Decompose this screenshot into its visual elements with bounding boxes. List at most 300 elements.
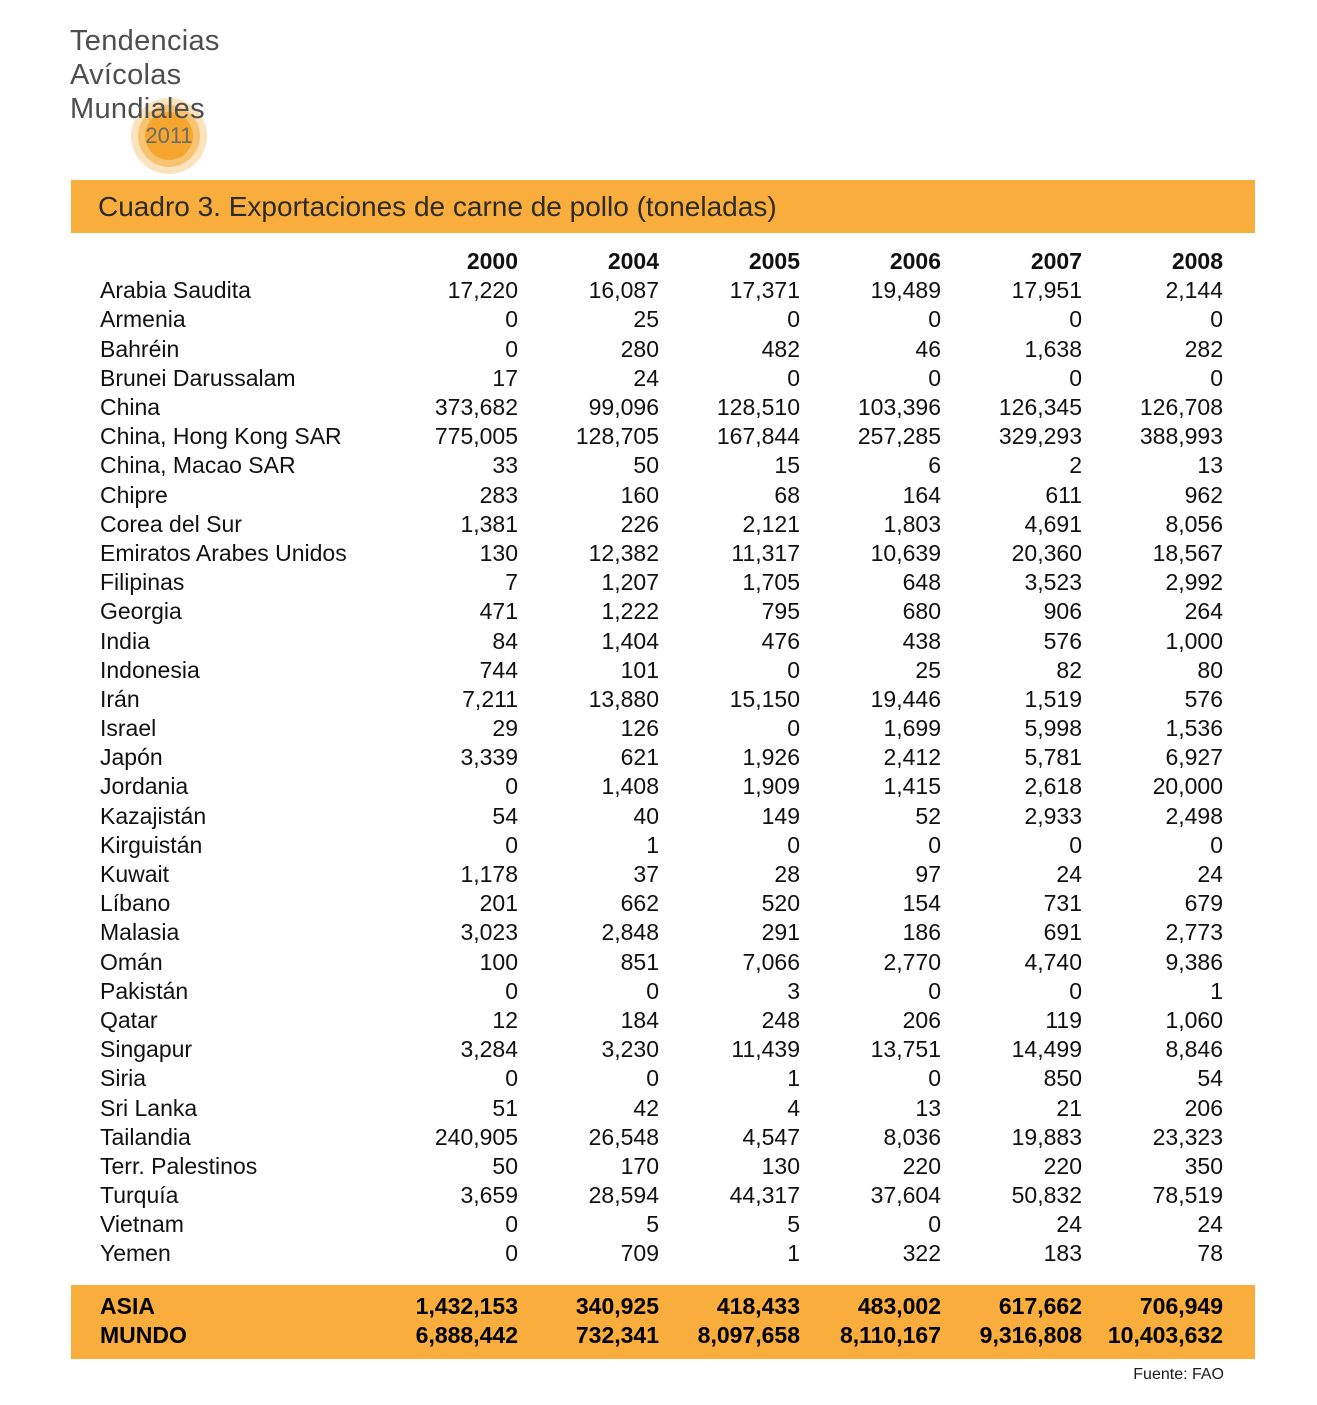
totals-value-cell: 483,002 (857, 1293, 941, 1320)
country-label: Singapur (100, 1036, 193, 1063)
value-cell: 0 (1069, 831, 1082, 858)
country-label: Armenia (100, 306, 186, 333)
country-label: China (100, 394, 161, 421)
table-row (100, 364, 1223, 393)
value-cell: 5,781 (1024, 744, 1082, 771)
value-cell: 44,317 (729, 1182, 800, 1209)
value-cell: 282 (1184, 335, 1223, 362)
country-label: Emiratos Arabes Unidos (100, 539, 347, 566)
value-cell: 0 (505, 773, 518, 800)
country-label: Brunei Darussalam (100, 364, 296, 391)
value-cell: 257,285 (857, 423, 941, 450)
value-cell: 4,547 (742, 1123, 800, 1150)
value-cell: 0 (787, 364, 800, 391)
value-cell: 0 (1069, 364, 1082, 391)
value-cell: 9,386 (1165, 948, 1223, 975)
value-cell: 18,567 (1152, 539, 1223, 566)
value-cell: 1 (646, 831, 659, 858)
value-cell: 0 (505, 831, 518, 858)
totals-value-cell: 8,097,658 (697, 1322, 800, 1349)
value-cell: 25 (633, 306, 659, 333)
value-cell: 13,751 (870, 1036, 941, 1063)
logo-line-3: Mundiales (70, 93, 205, 125)
value-cell: 906 (1043, 598, 1082, 625)
country-label: Omán (100, 948, 163, 975)
value-cell: 3,659 (460, 1182, 518, 1209)
value-cell: 1 (787, 1065, 800, 1092)
value-cell: 1,705 (742, 569, 800, 596)
value-cell: 744 (479, 656, 518, 683)
value-cell: 0 (505, 1240, 518, 1267)
country-label: Terr. Palestinos (100, 1152, 258, 1179)
value-cell: 0 (787, 715, 800, 742)
table-row (100, 1035, 1223, 1064)
value-cell: 850 (1043, 1065, 1082, 1092)
value-cell: 186 (902, 919, 941, 946)
table-row (100, 685, 1223, 714)
value-cell: 795 (761, 598, 800, 625)
value-cell: 0 (928, 1065, 941, 1092)
value-cell: 1,803 (883, 510, 941, 537)
table-row (100, 305, 1223, 334)
value-cell: 1,415 (883, 773, 941, 800)
value-cell: 621 (620, 744, 659, 771)
value-cell: 7 (505, 569, 518, 596)
value-cell: 128,510 (716, 394, 800, 421)
table-row (100, 1181, 1223, 1210)
value-cell: 16,087 (588, 277, 659, 304)
value-cell: 520 (761, 890, 800, 917)
value-cell: 8,056 (1165, 510, 1223, 537)
table-row (100, 568, 1223, 597)
value-cell: 2,770 (883, 948, 941, 975)
value-cell: 154 (902, 890, 941, 917)
value-cell: 50 (492, 1152, 518, 1179)
value-cell: 291 (761, 919, 800, 946)
table-row (100, 831, 1223, 860)
value-cell: 611 (1045, 481, 1082, 508)
table-row (100, 422, 1223, 451)
country-label: Qatar (100, 1006, 158, 1033)
table-row (100, 1152, 1223, 1181)
table-body (100, 276, 1223, 1268)
value-cell: 14,499 (1011, 1036, 1082, 1063)
value-cell: 126,345 (998, 394, 1082, 421)
value-cell: 5 (787, 1211, 800, 1238)
value-cell: 4 (787, 1094, 800, 1121)
value-cell: 1,638 (1024, 335, 1082, 362)
value-cell: 1,000 (1165, 627, 1223, 654)
value-cell: 1,404 (601, 627, 659, 654)
value-cell: 662 (620, 890, 659, 917)
logo-line-1: Tendencias (70, 25, 220, 57)
value-cell: 97 (915, 861, 941, 888)
value-cell: 4,691 (1024, 510, 1082, 537)
value-cell: 0 (928, 831, 941, 858)
table-row (100, 1093, 1223, 1122)
value-cell: 24 (1056, 1211, 1082, 1238)
totals-table (100, 1292, 1223, 1350)
table-row (100, 1210, 1223, 1239)
value-cell: 52 (915, 802, 941, 829)
value-cell: 99,096 (588, 394, 659, 421)
value-cell: 248 (761, 1006, 800, 1033)
table-row (100, 656, 1223, 685)
value-cell: 0 (1210, 306, 1223, 333)
totals-label: MUNDO (100, 1322, 187, 1349)
value-cell: 1,909 (742, 773, 800, 800)
value-cell: 388,993 (1139, 423, 1223, 450)
country-label: Filipinas (100, 569, 185, 596)
table-row (100, 481, 1223, 510)
value-cell: 220 (902, 1152, 941, 1179)
table-row (100, 1239, 1223, 1268)
value-cell: 2,848 (601, 919, 659, 946)
value-cell: 2,773 (1165, 919, 1223, 946)
value-cell: 84 (492, 627, 518, 654)
value-cell: 100 (479, 948, 518, 975)
value-cell: 0 (1069, 977, 1082, 1004)
totals-value-cell: 1,432,153 (415, 1293, 518, 1320)
value-cell: 0 (1210, 364, 1223, 391)
value-cell: 226 (620, 510, 659, 537)
value-cell: 962 (1184, 481, 1223, 508)
value-cell: 0 (787, 656, 800, 683)
table-row (100, 772, 1223, 801)
logo-year-badge: 2011 (145, 123, 193, 148)
value-cell: 648 (902, 569, 941, 596)
value-cell: 13 (915, 1094, 941, 1121)
totals-value-cell: 340,925 (575, 1293, 659, 1320)
country-label: China, Macao SAR (100, 452, 296, 479)
country-label: Kazajistán (100, 802, 207, 829)
value-cell: 280 (620, 335, 659, 362)
value-cell: 3,023 (460, 919, 518, 946)
table-row (100, 743, 1223, 772)
value-cell: 1,408 (601, 773, 659, 800)
country-label: Corea del Sur (100, 510, 242, 537)
value-cell: 24 (1197, 861, 1223, 888)
value-cell: 19,489 (870, 277, 941, 304)
table-row (100, 1064, 1223, 1093)
country-label: Tailandia (100, 1123, 191, 1150)
value-cell: 184 (620, 1006, 659, 1033)
value-cell: 24 (1197, 1211, 1223, 1238)
value-cell: 0 (787, 831, 800, 858)
value-cell: 1,536 (1165, 715, 1223, 742)
value-cell: 25 (915, 656, 941, 683)
value-cell: 82 (1056, 656, 1082, 683)
value-cell: 17,951 (1011, 277, 1082, 304)
value-cell: 576 (1184, 685, 1223, 712)
value-cell: 0 (928, 1211, 941, 1238)
table-title: Cuadro 3. Exportaciones de carne de pollo (toneladas) (98, 190, 777, 222)
table-row (100, 1006, 1223, 1035)
value-cell: 8,036 (883, 1123, 941, 1150)
value-cell: 8,846 (1165, 1036, 1223, 1063)
source-note: Fuente: FAO (1133, 1366, 1224, 1383)
value-cell: 3,230 (601, 1036, 659, 1063)
table-row (100, 977, 1223, 1006)
table-header-row (100, 247, 1223, 276)
value-cell: 3,284 (460, 1036, 518, 1063)
value-cell: 775,005 (434, 423, 518, 450)
totals-row (100, 1321, 1223, 1350)
value-cell: 24 (1056, 861, 1082, 888)
year-column-header: 2006 (889, 248, 941, 275)
year-column-header: 2004 (607, 248, 659, 275)
value-cell: 37,604 (870, 1182, 941, 1209)
country-label: Líbano (100, 890, 171, 917)
country-label: Irán (100, 685, 140, 712)
country-label: India (100, 627, 150, 654)
value-cell: 264 (1184, 598, 1223, 625)
value-cell: 691 (1043, 919, 1082, 946)
value-cell: 51 (492, 1094, 518, 1121)
value-cell: 471 (479, 598, 518, 625)
value-cell: 438 (902, 627, 941, 654)
country-label: China, Hong Kong SAR (100, 423, 342, 450)
value-cell: 21 (1056, 1094, 1082, 1121)
value-cell: 15,150 (729, 685, 800, 712)
value-cell: 2,121 (742, 510, 800, 537)
table-row (100, 597, 1223, 626)
value-cell: 2 (1069, 452, 1082, 479)
value-cell: 206 (1184, 1094, 1223, 1121)
value-cell: 37 (633, 861, 659, 888)
totals-value-cell: 732,341 (575, 1322, 659, 1349)
value-cell: 1,926 (742, 744, 800, 771)
value-cell: 240,905 (434, 1123, 518, 1150)
totals-row (100, 1292, 1223, 1321)
country-label: Sri Lanka (100, 1094, 198, 1121)
value-cell: 46 (915, 335, 941, 362)
totals-value-cell: 617,662 (998, 1293, 1082, 1320)
value-cell: 183 (1043, 1240, 1082, 1267)
value-cell: 1,381 (460, 510, 518, 537)
country-label: Malasia (100, 919, 180, 946)
table-row (100, 393, 1223, 422)
value-cell: 680 (902, 598, 941, 625)
value-cell: 164 (902, 481, 941, 508)
table-row (100, 860, 1223, 889)
table-row (100, 918, 1223, 947)
table-row (100, 802, 1223, 831)
country-label: Indonesia (100, 656, 200, 683)
value-cell: 24 (633, 364, 659, 391)
value-cell: 54 (492, 802, 518, 829)
totals-band (71, 1285, 1255, 1359)
value-cell: 2,618 (1024, 773, 1082, 800)
value-cell: 1 (787, 1240, 800, 1267)
value-cell: 0 (928, 977, 941, 1004)
value-cell: 167,844 (716, 423, 800, 450)
table-title-bar (71, 180, 1255, 233)
value-cell: 1,060 (1165, 1006, 1223, 1033)
country-label: Israel (100, 715, 157, 742)
year-column-header: 2008 (1171, 248, 1223, 275)
value-cell: 0 (646, 1065, 659, 1092)
value-cell: 1,207 (601, 569, 659, 596)
value-cell: 201 (479, 890, 518, 917)
country-label: Georgia (100, 598, 182, 625)
value-cell: 2,412 (883, 744, 941, 771)
value-cell: 17,220 (447, 277, 518, 304)
table-row (100, 948, 1223, 977)
table-row (100, 714, 1223, 743)
totals-value-cell: 10,403,632 (1107, 1322, 1223, 1349)
country-label: Arabia Saudita (100, 277, 251, 304)
value-cell: 20,000 (1152, 773, 1223, 800)
totals-label: ASIA (100, 1293, 155, 1320)
value-cell: 709 (620, 1240, 659, 1267)
country-label: Kirguistán (100, 831, 203, 858)
publication-logo (70, 24, 220, 126)
value-cell: 4,740 (1024, 948, 1082, 975)
value-cell: 3,339 (460, 744, 518, 771)
value-cell: 1,222 (601, 598, 659, 625)
value-cell: 0 (505, 977, 518, 1004)
corner-cell (100, 247, 377, 276)
value-cell: 220 (1043, 1152, 1082, 1179)
value-cell: 13 (1197, 452, 1223, 479)
country-label: Kuwait (100, 861, 170, 888)
country-label: Japón (100, 744, 163, 771)
value-cell: 19,446 (870, 685, 941, 712)
value-cell: 1,178 (460, 861, 518, 888)
value-cell: 7,211 (462, 685, 518, 712)
value-cell: 0 (505, 1065, 518, 1092)
table-row (100, 889, 1223, 918)
totals-value-cell: 9,316,808 (979, 1322, 1082, 1349)
value-cell: 0 (1069, 306, 1082, 333)
value-cell: 126 (620, 715, 659, 742)
value-cell: 11,439 (731, 1036, 800, 1063)
value-cell: 2,992 (1165, 569, 1223, 596)
country-label: Siria (100, 1065, 147, 1092)
value-cell: 11,317 (731, 539, 800, 566)
value-cell: 78 (1197, 1240, 1223, 1267)
table-row (100, 1123, 1223, 1152)
value-cell: 130 (479, 539, 518, 566)
value-cell: 10,639 (870, 539, 941, 566)
totals-value-cell: 8,110,167 (839, 1322, 941, 1349)
value-cell: 15 (774, 452, 800, 479)
value-cell: 2,144 (1165, 277, 1223, 304)
value-cell: 28,594 (588, 1182, 659, 1209)
value-cell: 0 (787, 306, 800, 333)
table-row (100, 510, 1223, 539)
value-cell: 26,548 (588, 1123, 659, 1150)
year-column-header: 2007 (1030, 248, 1082, 275)
value-cell: 40 (633, 802, 659, 829)
value-cell: 0 (505, 306, 518, 333)
country-label: Jordania (100, 773, 189, 800)
value-cell: 5 (646, 1211, 659, 1238)
value-cell: 13,880 (588, 685, 659, 712)
value-cell: 19,883 (1011, 1123, 1082, 1150)
value-cell: 20,360 (1011, 539, 1082, 566)
value-cell: 0 (928, 364, 941, 391)
value-cell: 1,699 (883, 715, 941, 742)
value-cell: 6,927 (1165, 744, 1223, 771)
totals-value-cell: 6,888,442 (415, 1322, 518, 1349)
value-cell: 476 (761, 627, 800, 654)
value-cell: 679 (1184, 890, 1223, 917)
value-cell: 23,323 (1152, 1123, 1223, 1150)
value-cell: 12,382 (588, 539, 659, 566)
value-cell: 50 (633, 452, 659, 479)
value-cell: 731 (1043, 890, 1082, 917)
value-cell: 6 (928, 452, 941, 479)
value-cell: 54 (1197, 1065, 1223, 1092)
value-cell: 149 (761, 802, 800, 829)
value-cell: 350 (1184, 1152, 1223, 1179)
totals-body (100, 1292, 1223, 1350)
value-cell: 2,498 (1165, 802, 1223, 829)
value-cell: 42 (633, 1094, 659, 1121)
logo-line-2: Avícolas (70, 59, 182, 91)
value-cell: 29 (492, 715, 518, 742)
value-cell: 329,293 (998, 423, 1082, 450)
value-cell: 103,396 (857, 394, 941, 421)
value-cell: 17 (492, 364, 518, 391)
value-cell: 482 (761, 335, 800, 362)
totals-value-cell: 418,433 (716, 1293, 800, 1320)
country-label: Vietnam (100, 1211, 184, 1238)
value-cell: 170 (620, 1152, 659, 1179)
table-row (100, 626, 1223, 655)
value-cell: 851 (620, 948, 659, 975)
country-label: Yemen (100, 1240, 171, 1267)
value-cell: 126,708 (1139, 394, 1223, 421)
country-label: Pakistán (100, 977, 189, 1004)
value-cell: 0 (505, 1211, 518, 1238)
year-column-header: 2005 (748, 248, 800, 275)
value-cell: 12 (492, 1006, 518, 1033)
table-row (100, 539, 1223, 568)
value-cell: 80 (1197, 656, 1223, 683)
year-column-header: 2000 (466, 248, 518, 275)
totals-value-cell: 706,949 (1139, 1293, 1223, 1320)
table-row (100, 276, 1223, 305)
value-cell: 68 (774, 481, 800, 508)
value-cell: 0 (505, 335, 518, 362)
value-cell: 5,998 (1024, 715, 1082, 742)
value-cell: 576 (1043, 627, 1082, 654)
value-cell: 0 (928, 306, 941, 333)
value-cell: 0 (646, 977, 659, 1004)
value-cell: 206 (902, 1006, 941, 1033)
value-cell: 17,371 (729, 277, 800, 304)
value-cell: 28 (774, 861, 800, 888)
value-cell: 3,523 (1024, 569, 1082, 596)
value-cell: 2,933 (1024, 802, 1082, 829)
value-cell: 3 (787, 977, 800, 1004)
value-cell: 1 (1210, 977, 1223, 1004)
value-cell: 101 (620, 656, 659, 683)
country-label: Chipre (100, 481, 168, 508)
value-cell: 1,519 (1024, 685, 1082, 712)
value-cell: 128,705 (575, 423, 659, 450)
value-cell: 33 (492, 452, 518, 479)
value-cell: 78,519 (1152, 1182, 1223, 1209)
value-cell: 283 (479, 481, 518, 508)
value-cell: 7,066 (742, 948, 800, 975)
exports-table (100, 247, 1223, 1269)
value-cell: 50,832 (1011, 1182, 1082, 1209)
table-row (100, 451, 1223, 480)
